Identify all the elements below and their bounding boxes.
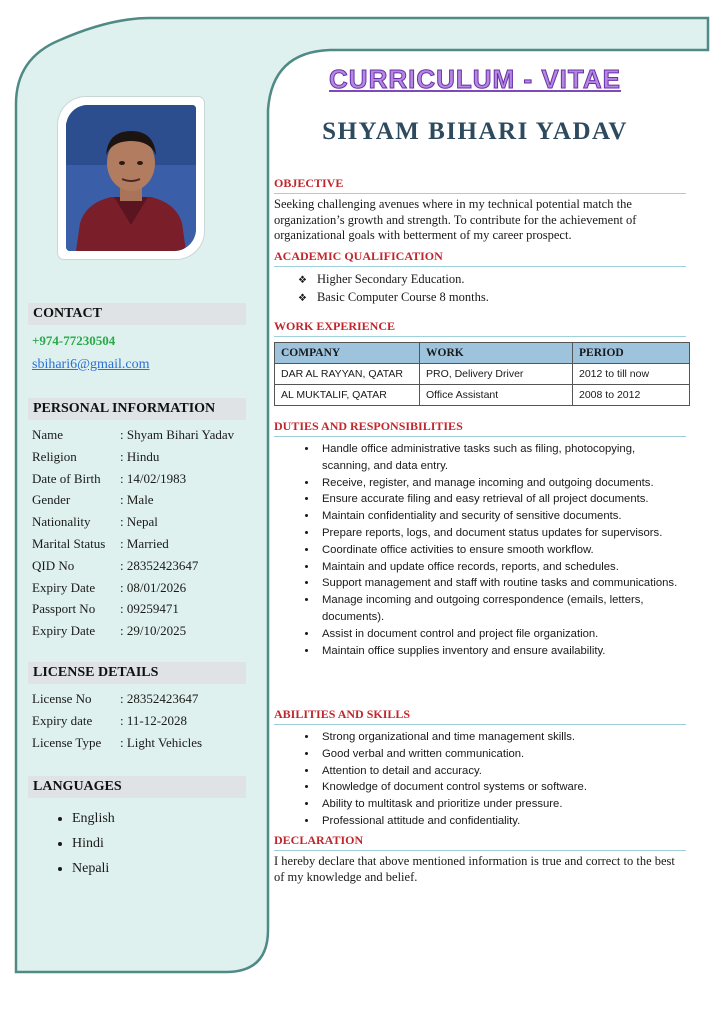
- column-header: COMPANY: [275, 343, 420, 364]
- personal-row: [28, 446, 246, 468]
- profile-photo-frame: [58, 97, 204, 259]
- personal-row: [28, 424, 246, 446]
- duty-item: • Maintain office supplies inventory and ensure availability.: [318, 643, 686, 660]
- field-label: Expiry Date: [32, 579, 96, 595]
- table-cell: Office Assistant: [420, 385, 573, 406]
- field-value: : Shyam Bihari Yadav: [120, 427, 235, 442]
- work-experience-heading: WORK EXPERIENCE: [274, 319, 686, 337]
- table-row: [275, 364, 690, 385]
- personal-row: [28, 577, 246, 599]
- field-value: : Nepal: [120, 514, 158, 530]
- field-label: Religion: [32, 448, 77, 464]
- objective-heading: OBJECTIVE: [274, 176, 686, 194]
- personal-row: [28, 555, 246, 577]
- column-header: PERIOD: [573, 343, 690, 364]
- declaration-heading: DECLARATION: [274, 833, 686, 851]
- field-value: : 29/10/2025: [120, 623, 187, 639]
- contact-email-link[interactable]: sbihari6@gmail.com: [32, 357, 150, 372]
- field-value: : 11-12-2028: [120, 712, 188, 728]
- field-label: Marital Status: [32, 535, 106, 551]
- duty-item: • Coordinate office activities to ensure smooth workflow.: [318, 542, 686, 559]
- field-value: : 14/02/1983: [120, 470, 187, 486]
- duty-item: • Prepare reports, logs, and document status updates for supervisors.: [318, 525, 686, 542]
- personal-row: [28, 598, 246, 620]
- skill-item: • Knowledge of document control systems or software.: [318, 779, 686, 796]
- license-row: [28, 710, 246, 732]
- skill-item: • Professional attitude and confidentiality.: [318, 813, 686, 830]
- field-label: QID No: [32, 557, 75, 573]
- personal-row: [28, 489, 246, 511]
- field-value: : Hindu: [120, 448, 160, 464]
- languages-heading: LANGUAGES: [28, 776, 246, 798]
- skills-heading: ABILITIES AND SKILLS: [274, 707, 686, 725]
- contact-phone: +974-77230504: [32, 333, 116, 348]
- academic-item: ❖ Higher Secondary Education.: [298, 271, 686, 289]
- skills-section: [274, 707, 686, 830]
- duty-item: • Ensure accurate filing and easy retrieval of all project documents.: [318, 491, 686, 508]
- column-header: WORK: [420, 343, 573, 364]
- duty-item: • Maintain and update office records, reports, and schedules.: [318, 559, 686, 576]
- duty-item: • Assist in document control and project file organization.: [318, 626, 686, 643]
- table-cell: 2008 to 2012: [573, 385, 690, 406]
- skill-item: • Good verbal and written communication.: [318, 746, 686, 763]
- languages-section: [28, 776, 246, 881]
- duties-section: [274, 419, 686, 659]
- academic-list: [274, 271, 686, 307]
- skill-item: • Ability to multitask and prioritize under pressure.: [318, 796, 686, 813]
- work-experience-section: [274, 319, 686, 406]
- personal-info-heading: PERSONAL INFORMATION: [28, 398, 246, 420]
- skill-item: • Strong organizational and time management skills.: [318, 729, 686, 746]
- language-item: • Hindi: [72, 831, 246, 856]
- personal-row: [28, 468, 246, 490]
- table-cell: 2012 to till now: [573, 364, 690, 385]
- candidate-name: SHYAM BIHARI YADAV: [322, 118, 628, 145]
- table-cell: AL MUKTALIF, QATAR: [275, 385, 420, 406]
- duties-heading: DUTIES AND RESPONSIBILITIES: [274, 419, 686, 437]
- duty-item: • Handle office administrative tasks such as filing, photocopying, scanning, and data entry.: [318, 441, 686, 475]
- skill-item: • Attention to detail and accuracy.: [318, 763, 686, 780]
- field-label: Nationality: [32, 514, 91, 530]
- field-value: : Married: [120, 535, 169, 551]
- duty-item: • Maintain confidentiality and security of sensitive documents.: [318, 508, 686, 525]
- language-item: • Nepali: [72, 856, 246, 881]
- field-label: Name: [32, 427, 64, 442]
- table-cell: DAR AL RAYYAN, QATAR: [275, 364, 420, 385]
- duty-item: • Manage incoming and outgoing correspondence (emails, letters, documents).: [318, 592, 686, 626]
- field-label: Gender: [32, 492, 71, 508]
- duties-list: [274, 441, 686, 659]
- field-value: : Light Vehicles: [120, 734, 203, 750]
- declaration-section: [274, 833, 686, 885]
- table-header-row: [275, 343, 690, 364]
- skills-list: [274, 729, 686, 830]
- license-section: [28, 662, 246, 753]
- field-label: Expiry date: [32, 712, 93, 728]
- table-row: [275, 385, 690, 406]
- personal-row: [28, 511, 246, 533]
- academic-section: [274, 249, 686, 307]
- profile-photo: [66, 105, 196, 251]
- academic-heading: ACADEMIC QUALIFICATION: [274, 249, 686, 267]
- license-heading: LICENSE DETAILS: [28, 662, 246, 684]
- duty-item: • Receive, register, and manage incoming and outgoing documents.: [318, 475, 686, 492]
- field-value: : 09259471: [120, 601, 179, 617]
- contact-heading: CONTACT: [28, 303, 246, 325]
- field-value: : 28352423647: [120, 691, 199, 706]
- work-experience-table: [274, 342, 690, 406]
- objective-text: Seeking challenging avenues where in my technical potential match the organization’s growth and strength. To contribute for the achievement of organizational goals with betterment of my career prospect.: [274, 197, 637, 242]
- field-value: : 28352423647: [120, 557, 199, 573]
- field-value: : 08/01/2026: [120, 579, 187, 595]
- personal-row: [28, 533, 246, 555]
- personal-row: [28, 620, 246, 642]
- table-cell: PRO, Delivery Driver: [420, 364, 573, 385]
- languages-list: [28, 806, 246, 881]
- duty-item: • Support management and staff with routine tasks and communications.: [318, 575, 686, 592]
- field-label: License Type: [32, 734, 102, 750]
- field-label: Passport No: [32, 601, 96, 617]
- declaration-text: I hereby declare that above mentioned information is true and correct to the best of my knowledge and belief.: [274, 854, 675, 884]
- objective-section: [274, 176, 686, 244]
- license-row: [28, 688, 246, 710]
- license-row: [28, 732, 246, 754]
- academic-item: ❖ Basic Computer Course 8 months.: [298, 289, 686, 307]
- personal-info-section: [28, 398, 246, 642]
- field-value: : Male: [120, 492, 154, 508]
- field-label: License No: [32, 691, 92, 706]
- document-title: CURRICULUM - VITAE: [329, 64, 621, 94]
- field-label: Date of Birth: [32, 470, 101, 486]
- language-item: • English: [72, 806, 246, 831]
- person-portrait-icon: [66, 105, 196, 251]
- contact-section: [28, 303, 246, 373]
- field-label: Expiry Date: [32, 623, 96, 639]
